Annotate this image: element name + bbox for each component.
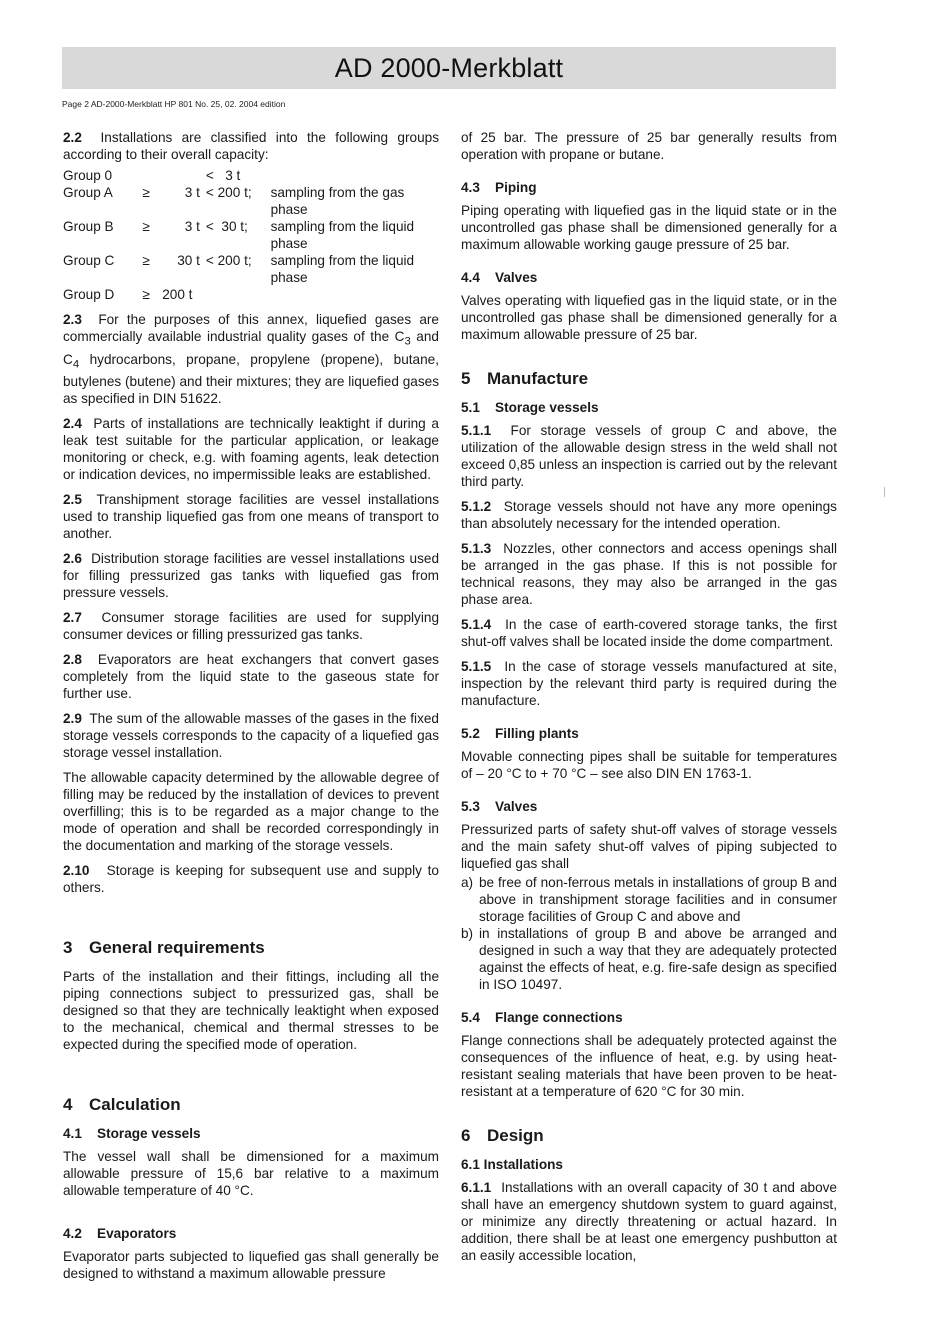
clause-2-5: 2.5 Transhipment storage facilities are vessel installations used to tranship liquefied gas from one means of transport to another. xyxy=(63,492,439,542)
table-row: Group B ≥ 3 t < 30 t; sampling from the liquid phase xyxy=(63,219,415,251)
clause-5-2-text: Movable connecting pipes shall be suitable for temperatures of – 20 °C to + 70 °C – see also DIN EN 1763-1. xyxy=(461,749,837,781)
section-6-heading: 6 Design xyxy=(461,1126,544,1145)
clause-2-9: 2.9 The sum of the allowable masses of the gases in the fixed storage vessels corresponds to the capacity of a liquefied gas storage vessel installation. xyxy=(63,711,439,761)
clause-4-4-text: Valves operating with liquefied gas in the liquid state, or in the uncontrolled gas phase shall be dimensioned generally for a maximum allowable pressure of 25 bar. xyxy=(461,293,837,342)
table-row: Group 0 < 3 t xyxy=(63,168,241,183)
clause-5-3-list xyxy=(461,874,837,993)
clause-4-3-heading: 4.3 Piping xyxy=(461,180,537,195)
clause-5-1-5: 5.1.5 In the case of storage vessels manufactured at site, inspection by the relevant third party is required during the manufacture. xyxy=(461,659,837,708)
page-info-line: Page 2 AD-2000-Merkblatt HP 801 No. 25, 02. 2004 edition xyxy=(62,99,286,109)
right-column xyxy=(461,129,837,1272)
clause-5-3-text: Pressurized parts of safety shut-off valves of storage vessels and the main safety shut-off valves of piping subjected to liquefied gas shall xyxy=(461,822,837,871)
clause-5-1-3: 5.1.3 Nozzles, other connectors and access openings shall be arranged in the gas phase. If this is not possible for technical reasons, they may also be arranged in the gas phase area. xyxy=(461,541,837,607)
table-row: Group C ≥ 30 t < 200 t; sampling from the liquid phase xyxy=(63,253,415,285)
clause-2-7: 2.7 Consumer storage facilities are used for supplying consumer devices or filling pressurized gas tanks. xyxy=(63,610,439,643)
clause-4-4-heading: 4.4 Valves xyxy=(461,270,538,285)
clause-5-1-1: 5.1.1 For storage vessels of group C and above, the utilization of the allowable design stress in the weld shall not exceed 0,85 unless an inspection is carried out by the relevant third party. xyxy=(461,423,837,489)
clause-2-10: 2.10 Storage is keeping for subsequent use and supply to others. xyxy=(63,863,439,896)
clause-4-2-text: Evaporator parts subjected to liquefied gas shall generally be designed to withstand a maximum allowable pressure xyxy=(63,1249,439,1282)
clause-6-1-heading: 6.1 Installations xyxy=(461,1157,563,1172)
clause-5-4-heading: 5.4 Flange connections xyxy=(461,1010,623,1025)
clause-4-2-heading: 4.2 Evaporators xyxy=(63,1226,177,1242)
clause-4-3-text: Piping operating with liquefied gas in the liquid state or in the uncontrolled gas phase shall be dimensioned generally for a maximum allowable working gauge pressure of 25 bar. xyxy=(461,203,837,252)
section-4-heading: 4 Calculation xyxy=(63,1095,181,1115)
list-item: b) in installations of group B and above be arranged and designed in such a way that they are adequately protected against the effects of heat, e.g. fire-safe design as specified in ISO 10497. xyxy=(461,926,837,992)
list-item: a) be free of non-ferrous metals in installations of group B and above in transhipment storage facilities and in consumer storage facilities of Group C and above and xyxy=(461,875,837,924)
groups-table xyxy=(63,167,439,303)
clause-2-6: 2.6 Distribution storage facilities are vessel installations used for filling pressurized gas tanks with liquefied gas from pressure vessels. xyxy=(63,551,439,601)
section-3-text: Parts of the installation and their fittings, including all the piping connections subject to pressurized gas, shall be designed so that they are technically leaktight when exposed to the mechanical, chemical and thermal stresses to be expected during the specified mode of operation. xyxy=(63,969,439,1053)
document-header-banner xyxy=(62,47,836,89)
section-5-heading: 5 Manufacture xyxy=(461,369,589,388)
clause-2-9-paragraph-2: The allowable capacity determined by the allowable degree of filling may be reduced by the installation of devices to prevent overfilling; this is to be regarded as a major change to the mode of operation and shall be recorded correspondingly in the documentation and marking of the storage vessels. xyxy=(63,770,439,854)
section-3-heading: 3 General requirements xyxy=(63,938,265,958)
clause-5-3-heading: 5.3 Valves xyxy=(461,799,538,814)
clause-2-4: 2.4 Parts of installations are technically leaktight if during a leak test suitable for the particular application, or leakage monitoring or check, e.g. with foaming agents, leak detection or indication devices, no impermissible leaks are established. xyxy=(63,416,439,483)
clause-4-2-continued: of 25 bar. The pressure of 25 bar generally results from operation with propane or butane. xyxy=(461,130,837,162)
clause-2-2: 2.2 Installations are classified into the following groups according to their overall capacity: xyxy=(63,130,439,162)
clause-4-1-text: The vessel wall shall be dimensioned for a maximum allowable pressure of 15,6 bar relative to a maximum allowable temperature of 40 °C. xyxy=(63,1149,439,1199)
clause-5-1-heading: 5.1 Storage vessels xyxy=(461,400,599,415)
clause-2-8: 2.8 Evaporators are heat exchangers that convert gases completely from the liquid state to the gaseous state for further use. xyxy=(63,652,439,702)
clause-5-1-2: 5.1.2 Storage vessels should not have any more openings than absolutely necessary for the intended operation. xyxy=(461,499,837,531)
table-row: Group A ≥ 3 t < 200 t; sampling from the gas phase xyxy=(63,185,405,217)
clause-6-1-1: 6.1.1 Installations with an overall capacity of 30 t and above shall have an emergency shutdown system to guard against, or minimize any directly threatening or actual hazard. In addition, there shall be at least one emergency pushbutton at an easily accessible location, xyxy=(461,1180,837,1263)
clause-5-1-4: 5.1.4 In the case of earth-covered storage tanks, the first shut-off valves shall be located inside the dome compartment. xyxy=(461,617,837,649)
left-column xyxy=(63,129,439,1290)
scan-mark xyxy=(884,487,885,497)
clause-5-2-heading: 5.2 Filling plants xyxy=(461,726,579,741)
table-row: Group D ≥ 200 t xyxy=(63,287,193,302)
document-title: AD 2000-Merkblatt xyxy=(334,53,564,83)
clause-2-3: 2.3 For the purposes of this annex, liquefied gases are commercially available industrial quality gases of the $C_3$ and $C_4$ hydrocarbons, propane, propylene (propene), butane, butylenes (butene) and their mixtures; they are liquefied gases as specified in DIN 51622. xyxy=(63,312,439,407)
clause-4-1-heading: 4.1 Storage vessels xyxy=(63,1126,201,1142)
clause-5-4-text: Flange connections shall be adequately protected against the consequences of the influence of heat, e.g. by using heat-resistant sealing materials that have been proven to be heat-resistant at a temperature of 620 °C for 30 min. xyxy=(461,1033,837,1099)
